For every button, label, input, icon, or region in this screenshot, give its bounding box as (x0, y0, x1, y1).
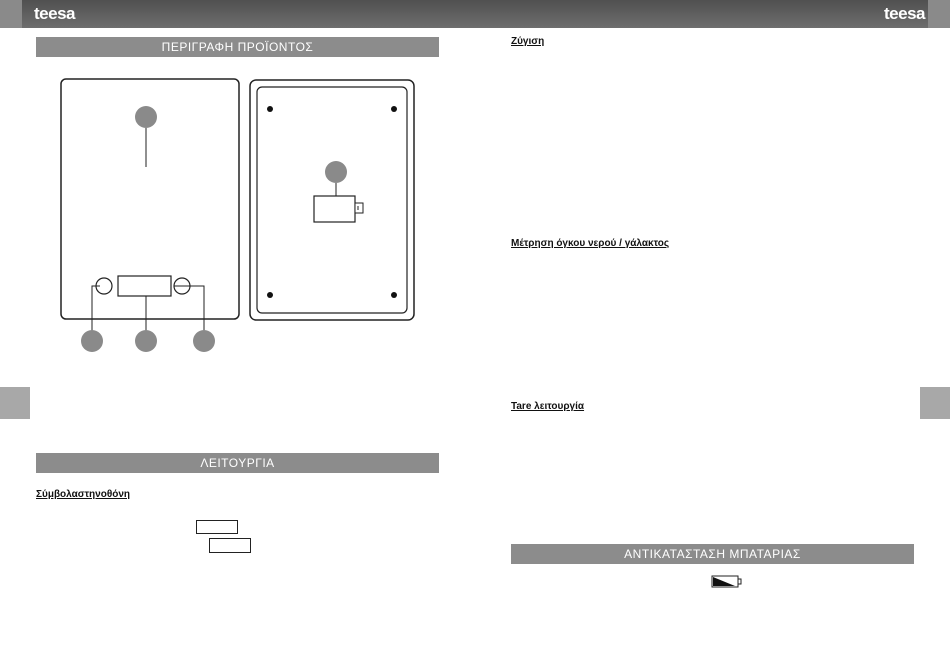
scale-front-diagram (55, 75, 245, 360)
header-tab-right (928, 0, 950, 28)
lcd-symbol-box-2 (209, 538, 251, 553)
scale-back-diagram (248, 78, 418, 324)
callout-circle-5 (325, 161, 347, 183)
callout-circle-3 (135, 330, 157, 352)
callout-circle-2 (81, 330, 103, 352)
subhead-weighing: Ζύγιση (511, 36, 545, 47)
header-tab-left (0, 0, 22, 28)
battery-compartment-drawing (314, 196, 355, 222)
subhead-volume: Μέτρηση όγκου νερού / γάλακτος (511, 238, 670, 249)
lcd-symbol-box-1 (196, 520, 238, 534)
side-tab-left (0, 387, 30, 419)
teesa-logo-right: teesa (884, 4, 925, 23)
section-product-description: ΠΕΡΙΓΡΑΦΗ ΠΡΟΪΟΝΤΟΣ (36, 37, 439, 57)
section-battery-replacement: ΑΝΤΙΚΑΤΑΣΤΑΣΗ ΜΠΑΤΑΡΙΑΣ (511, 544, 914, 564)
callout-circle-1 (135, 106, 157, 128)
callout-circle-4 (193, 330, 215, 352)
section-operation: ΛΕΙΤΟΥΡΓΙΑ (36, 453, 439, 473)
teesa-logo-left: teesa (34, 4, 75, 23)
subhead-display-symbols: Σύμβολαστηνοθόνη (36, 489, 131, 500)
side-tab-right (920, 387, 950, 419)
subhead-tare: Tare λειτουργία (511, 401, 585, 412)
header-bar (0, 0, 950, 28)
display-drawing (118, 276, 171, 296)
battery-low-icon (711, 575, 743, 588)
